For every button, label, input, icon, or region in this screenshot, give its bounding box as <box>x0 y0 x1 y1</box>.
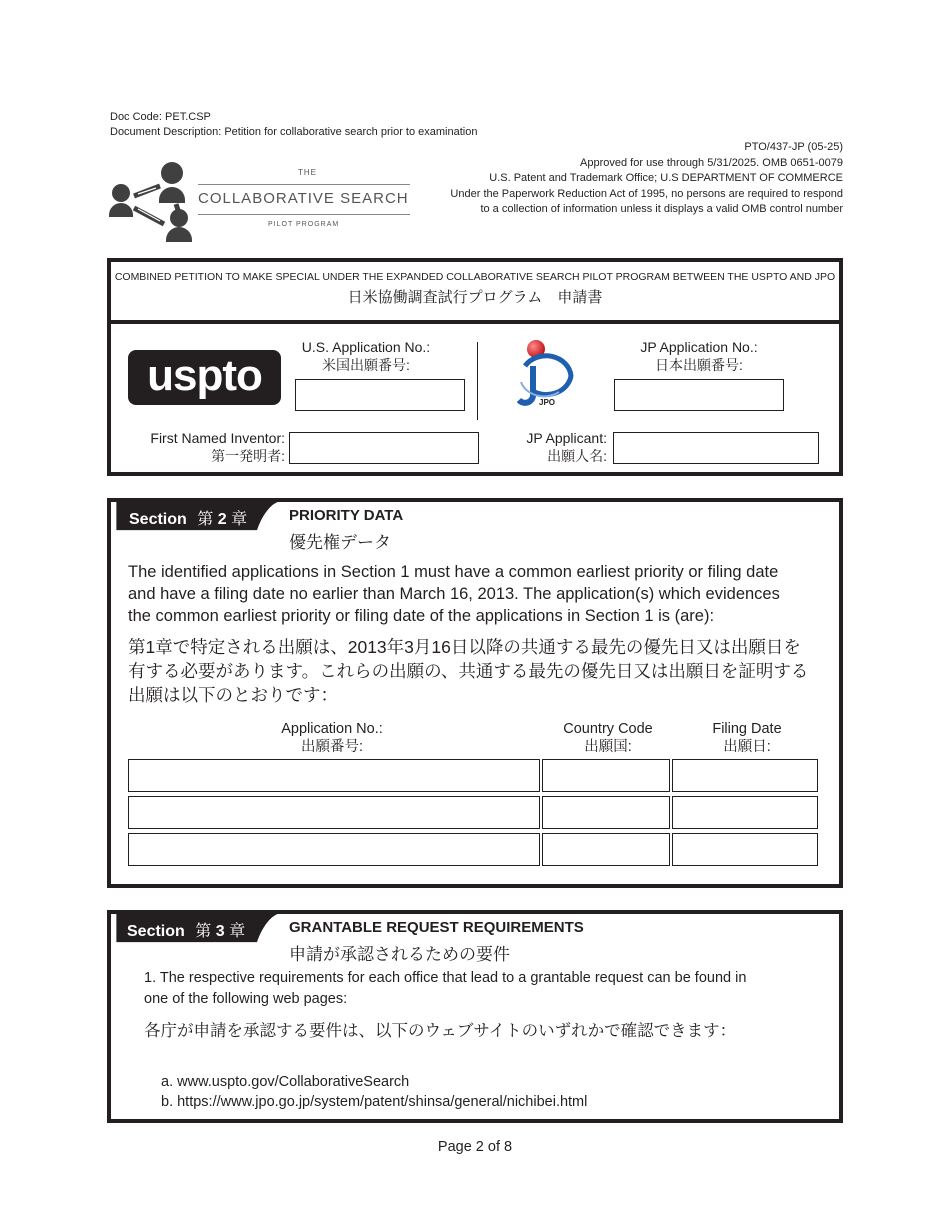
section-3-subtitle: 申請が承認されるための要件 <box>289 945 510 964</box>
priority-country-input-3[interactable] <box>542 833 670 866</box>
us-application-label-jp: 米国出願番号: <box>322 357 410 373</box>
priority-country-input-2[interactable] <box>542 796 670 829</box>
omb-notice <box>450 140 843 218</box>
logo-the: THE <box>298 168 317 177</box>
section-2-tab-jp-post: 章 <box>231 511 248 528</box>
jp-application-label-jp: 日本出願番号: <box>655 357 743 373</box>
paragraph-line: 出願は以下のとおりです： <box>128 685 338 705</box>
us-application-input[interactable] <box>295 379 465 411</box>
section-3-paragraph-jp: 各庁が申請を承認する要件は、以下のウェブサイトのいずれかで確認できます： <box>144 1022 737 1040</box>
section-1-title-jp: 日米協働調査試行プログラム 申請書 <box>347 289 603 306</box>
priority-country-input-1[interactable] <box>542 759 670 792</box>
section-1-header <box>111 262 839 324</box>
logo-title: COLLABORATIVE SEARCH <box>198 190 409 207</box>
first-named-inventor-label-jp: 第一発明者: <box>211 448 285 464</box>
uspto-logo: uspto <box>128 350 281 405</box>
column-header-jp: 出願日: <box>723 739 771 755</box>
priority-app-input-2[interactable] <box>128 796 540 829</box>
section-2-tab-label <box>129 506 247 529</box>
section-3-box <box>107 910 843 1123</box>
doc-code: Doc Code: PET.CSP <box>110 111 211 123</box>
column-header-jp: 出願国: <box>584 739 632 755</box>
omb-line: PTO/437-JP (05-25) <box>744 141 843 153</box>
section-2-paragraph-jp <box>128 635 838 707</box>
logo-subtitle: PILOT PROGRAM <box>268 221 340 228</box>
logo-divider <box>198 214 410 215</box>
jp-applicant-label-jp: 出願人名: <box>547 448 607 464</box>
doc-description: Document Description: Petition for collaborative search prior to examination <box>110 126 478 138</box>
omb-line: U.S. Patent and Trademark Office; U.S DEPARTMENT OF COMMERCE <box>489 172 843 184</box>
doc-meta <box>110 110 477 140</box>
paragraph-line: and have a filing date no earlier than March 16, 2013. The application(s) which evidences <box>128 585 780 603</box>
section-3-tab-jp-post: 章 <box>229 923 246 940</box>
omb-line: Approved for use through 5/31/2025. OMB 0651-0079 <box>580 156 843 169</box>
column-header-en: Country Code <box>563 721 653 737</box>
column-header-application <box>237 720 427 756</box>
paragraph-line: one of the following web pages: <box>144 991 348 1007</box>
link-uspto[interactable]: a. www.uspto.gov/CollaborativeSearch <box>161 1074 410 1090</box>
paragraph-line: 有する必要があります。これらの出願の、共通する最先の優先日又は出願日を証明する <box>128 661 809 681</box>
section-3-tab-number: 3 <box>215 923 225 940</box>
section-3-title: GRANTABLE REQUEST REQUIREMENTS <box>289 919 584 936</box>
section-3-tab-label <box>127 918 245 941</box>
section-2-paragraph-en <box>128 561 838 627</box>
first-named-inventor-input[interactable] <box>289 432 479 464</box>
paragraph-line: The identified applications in Section 1 must have a common earliest priority or filing date <box>128 563 779 581</box>
section-1-divider <box>477 342 478 420</box>
section-2-title: PRIORITY DATA <box>289 507 404 524</box>
column-header-en: Application No.: <box>281 721 383 737</box>
link-jpo[interactable]: b. https://www.jpo.go.jp/system/patent/shinsa/general/nichibei.html <box>161 1094 588 1110</box>
priority-date-input-3[interactable] <box>672 833 818 866</box>
section-1-title-en: COMBINED PETITION TO MAKE SPECIAL UNDER THE EXPANDED COLLABORATIVE SEARCH PILOT PROGRAM BETWEEN THE USPTO AND JPO <box>114 271 836 283</box>
section-3-tab-en: Section <box>127 923 185 940</box>
page-number: Page 2 of 8 <box>437 1139 513 1155</box>
paragraph-line: 第1章で特定される出願は、2013年3月16日以降の共通する最先の優先日又は出願日を <box>128 637 801 657</box>
us-application-label <box>297 338 435 374</box>
column-header-en: Filing Date <box>712 721 782 737</box>
section-3-tab-jp-pre: 第 <box>195 923 212 940</box>
jp-applicant-label <box>489 429 607 465</box>
omb-line: Under the Paperwork Reduction Act of 1995, no persons are required to respond <box>450 187 843 200</box>
section-3-paragraph-en <box>144 968 834 1010</box>
us-application-label-en: U.S. Application No.: <box>301 339 431 355</box>
column-header-jp: 出願番号: <box>300 739 364 755</box>
section-2-tab-jp-pre: 第 <box>197 511 214 528</box>
section-2-tab-en: Section <box>129 511 187 528</box>
section-2-box <box>107 498 843 888</box>
jp-applicant-input[interactable] <box>613 432 819 464</box>
section-3-link-list <box>161 1072 587 1112</box>
paragraph-line: the common earliest priority or filing date of the applications in Section 1 is (are): <box>128 607 715 625</box>
first-named-inventor-label <box>115 429 285 465</box>
column-header-filing-date <box>677 720 817 756</box>
section-1-box <box>107 258 843 476</box>
priority-app-input-1[interactable] <box>128 759 540 792</box>
jp-application-input[interactable] <box>614 379 784 411</box>
jp-application-label <box>619 338 779 374</box>
omb-line: to a collection of information unless it displays a valid OMB control number <box>480 203 843 215</box>
priority-date-input-2[interactable] <box>672 796 818 829</box>
collaborative-search-logo-icon <box>104 160 200 244</box>
jp-application-label-en: JP Application No.: <box>640 339 758 355</box>
logo-divider <box>198 184 410 185</box>
priority-app-input-3[interactable] <box>128 833 540 866</box>
section-2-subtitle: 優先権データ <box>289 533 391 552</box>
jpo-logo-text: JPO <box>539 398 556 407</box>
jp-applicant-label-en: JP Applicant: <box>526 430 607 446</box>
first-named-inventor-label-en: First Named Inventor: <box>150 430 285 446</box>
column-header-country <box>545 720 671 756</box>
paragraph-line: 1. The respective requirements for each office that lead to a grantable request can be found in <box>144 970 747 986</box>
section-2-tab-number: 2 <box>217 511 227 528</box>
priority-date-input-1[interactable] <box>672 759 818 792</box>
